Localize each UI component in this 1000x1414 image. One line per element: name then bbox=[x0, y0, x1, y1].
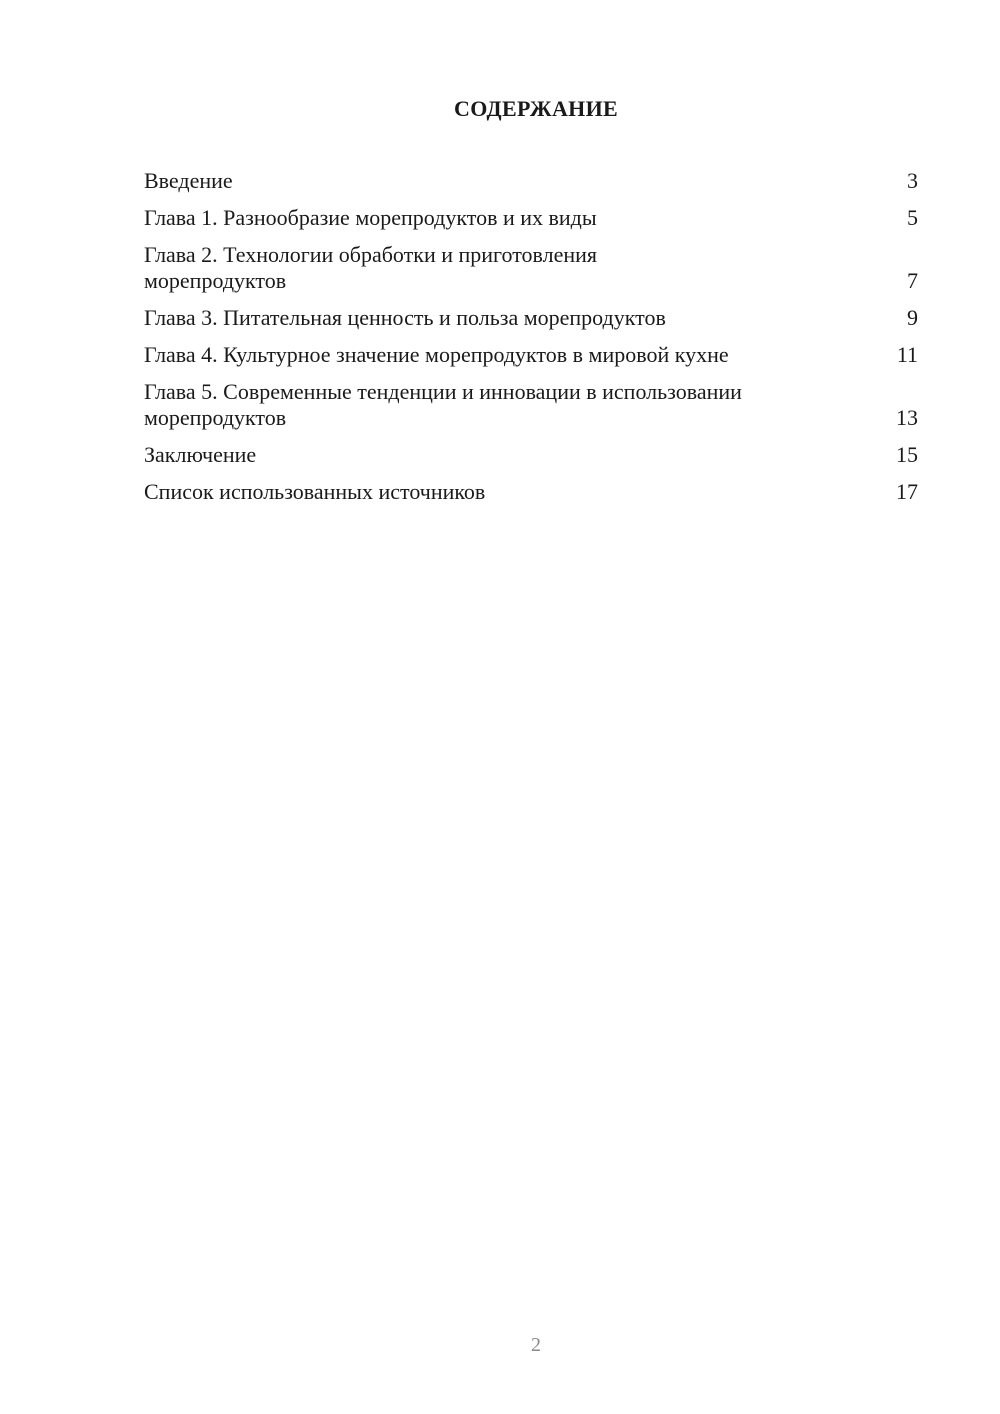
toc-entry-chapter-4 bbox=[144, 342, 918, 368]
toc-entry-conclusion bbox=[144, 442, 918, 468]
toc-title: СОДЕРЖАНИЕ bbox=[454, 96, 618, 121]
toc-entry-title: Глава 1. Разнообразие морепродуктов и их виды bbox=[144, 205, 597, 230]
toc-entry-page-number: 13 bbox=[896, 405, 918, 430]
toc-entry-page-number: 7 bbox=[907, 268, 918, 293]
toc-entry-title: Глава 2. Технологии обработки и приготовления морепродуктов bbox=[144, 242, 598, 293]
toc-entry-page-number: 5 bbox=[907, 205, 918, 230]
toc-list bbox=[144, 168, 918, 516]
toc-entry-chapter-1 bbox=[144, 205, 918, 231]
toc-entry-title: Список использованных источников bbox=[144, 479, 486, 504]
toc-entry-page-number: 17 bbox=[896, 479, 918, 504]
toc-entry-title: Глава 3. Питательная ценность и польза морепродуктов bbox=[144, 305, 666, 330]
page-number: 2 bbox=[531, 1334, 541, 1356]
toc-entry-page-number: 9 bbox=[907, 305, 918, 330]
toc-entry-chapter-3 bbox=[144, 305, 918, 331]
toc-entry-chapter-5 bbox=[144, 379, 918, 431]
toc-entry-title: Заключение bbox=[144, 442, 257, 467]
toc-entry-page-number: 11 bbox=[896, 342, 918, 367]
toc-entry-title: Глава 5. Современные тенденции и инновации в использовании морепродуктов bbox=[144, 379, 742, 430]
toc-entry-title: Введение bbox=[144, 168, 233, 193]
toc-entry-chapter-2 bbox=[144, 242, 918, 294]
toc-entry-references bbox=[144, 479, 918, 505]
toc-entry-introduction bbox=[144, 168, 918, 194]
toc-entry-page-number: 15 bbox=[896, 442, 918, 467]
toc-entry-page-number: 3 bbox=[907, 168, 918, 193]
toc-entry-title: Глава 4. Культурное значение морепродуктов в мировой кухне bbox=[144, 342, 729, 367]
